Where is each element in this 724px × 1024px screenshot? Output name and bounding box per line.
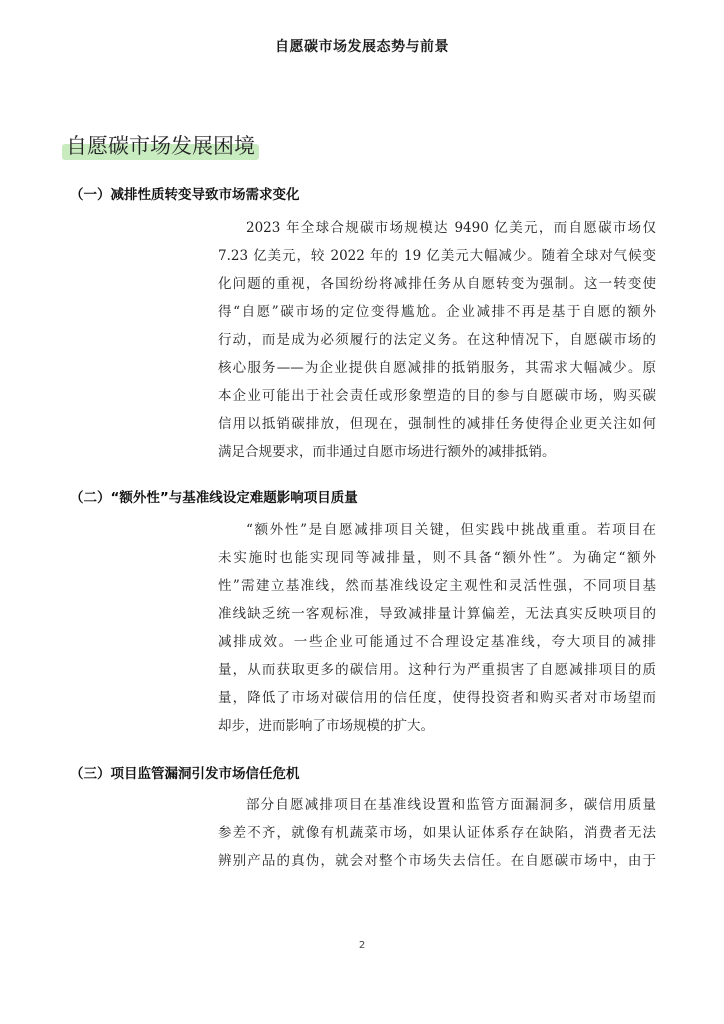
subsection-paragraph-3 — [218, 791, 656, 875]
subsection-heading-3: （三）项目监管漏洞引发市场信任危机 — [70, 766, 300, 782]
paragraph-line: 未实施时也能实现同等减排量，则不具备“额外性”。为确定“额外 — [218, 550, 656, 566]
paragraph-line: 性”需建立基准线，然而基准线设定主观性和灵活性强，不同项目基 — [218, 578, 656, 594]
paragraph-line: 辨别产品的真伪，就会对整个市场失去信任。在自愿碳市场中，由于 — [218, 853, 656, 869]
paragraph-line: 准线缺乏统一客观标准，导致减排量计算偏差，无法真实反映项目的 — [218, 606, 656, 622]
paragraph-line: 得“自愿”碳市场的定位变得尴尬。企业减排不再是基于自愿的额外 — [218, 304, 656, 320]
paragraph-line: 却步，进而影响了市场规模的扩大。 — [218, 718, 434, 734]
paragraph-line: 参差不齐，就像有机蔬菜市场，如果认证体系存在缺陷，消费者无法 — [218, 825, 656, 841]
paragraph-line: 7.23 亿美元，较 2022 年的 19 亿美元大幅减少。随着全球对气候变 — [218, 248, 656, 264]
subsection-paragraph-2 — [218, 516, 656, 740]
section-title-block — [62, 130, 259, 160]
subsection-heading-1: （一）减排性质转变导致市场需求变化 — [70, 187, 300, 203]
paragraph-line: 减排成效。一些企业可能通过不合理设定基准线，夸大项目的减排 — [218, 634, 656, 650]
section-title — [62, 130, 259, 160]
paragraph-line: 信用以抵销碳排放，但现在，强制性的减排任务使得企业更关注如何 — [218, 416, 656, 432]
subsection-heading-2: （二）“额外性”与基准线设定难题影响项目质量 — [70, 490, 358, 506]
paragraph-line: “额外性”是自愿减排项目关键，但实践中挑战重重。若项目在 — [246, 522, 656, 538]
paragraph-line: 部分自愿减排项目在基准线设置和监管方面漏洞多，碳信用质量 — [246, 797, 656, 813]
paragraph-line: 满足合规要求，而非通过自愿市场进行额外的减排抵销。 — [218, 444, 556, 460]
page-number: 2 — [358, 940, 366, 951]
paragraph-line: 核心服务——为企业提供自愿减排的抵销服务，其需求大幅减少。原 — [218, 360, 656, 376]
paragraph-line: 量，降低了市场对碳信用的信任度，使得投资者和购买者对市场望而 — [218, 690, 656, 706]
paragraph-line: 量，从而获取更多的碳信用。这种行为严重损害了自愿减排项目的质 — [218, 662, 656, 678]
section-title-text: 自愿碳市场发展困境 — [66, 134, 255, 158]
paragraph-line: 2023 年全球合规碳市场规模达 9490 亿美元，而自愿碳市场仅 — [246, 220, 656, 236]
paragraph-line: 行动，而是成为必须履行的法定义务。在这种情况下，自愿碳市场的 — [218, 332, 656, 348]
paragraph-line: 化问题的重视，各国纷纷将减排任务从自愿转变为强制。这一转变使 — [218, 276, 656, 292]
subsection-paragraph-1 — [218, 214, 656, 466]
running-header: 自愿碳市场发展态势与前景 — [275, 39, 449, 55]
paragraph-line: 本企业可能出于社会责任或形象塑造的目的参与自愿碳市场，购买碳 — [218, 388, 656, 404]
